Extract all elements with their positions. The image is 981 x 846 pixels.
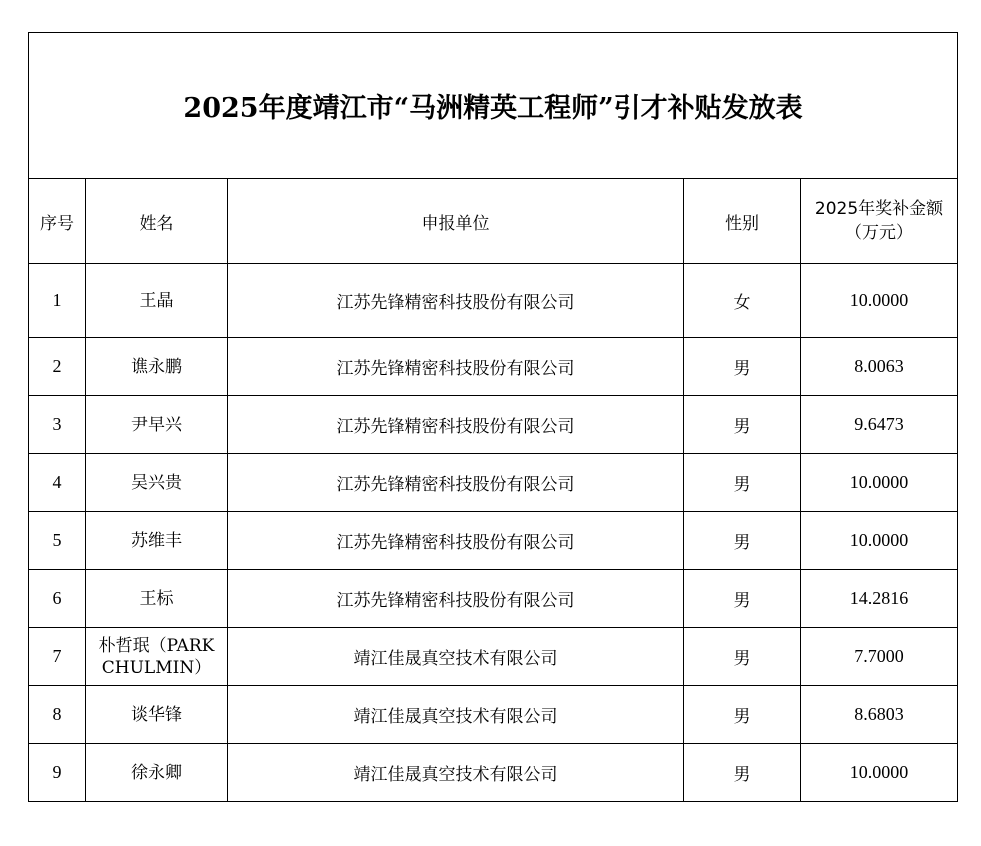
- header-amount: [801, 179, 958, 264]
- table-row: [29, 454, 958, 512]
- cell-name: [86, 512, 228, 570]
- cell-seq: 3: [29, 396, 86, 454]
- table-row: [29, 338, 958, 396]
- person-name: 吴兴贵: [131, 472, 182, 493]
- person-name: 苏维丰: [131, 530, 182, 551]
- cell-amount: 8.6803: [801, 686, 958, 744]
- cell-unit: 靖江佳晟真空技术有限公司: [228, 744, 684, 802]
- cell-unit: 江苏先锋精密科技股份有限公司: [228, 264, 684, 338]
- header-gender: 性别: [684, 179, 801, 264]
- person-name: 王标: [139, 588, 174, 609]
- cell-unit: 江苏先锋精密科技股份有限公司: [228, 338, 684, 396]
- cell-name: [86, 628, 228, 686]
- cell-name: [86, 744, 228, 802]
- cell-unit: 江苏先锋精密科技股份有限公司: [228, 454, 684, 512]
- cell-amount: 9.6473: [801, 396, 958, 454]
- cell-unit: 江苏先锋精密科技股份有限公司: [228, 512, 684, 570]
- cell-name: [86, 264, 228, 338]
- cell-amount: 7.7000: [801, 628, 958, 686]
- table-title: 2025年度靖江市“马洲精英工程师”引才补贴发放表: [29, 33, 958, 179]
- cell-seq: 2: [29, 338, 86, 396]
- table-row: [29, 396, 958, 454]
- table-body: [29, 264, 958, 802]
- cell-name: [86, 686, 228, 744]
- cell-unit: 靖江佳晟真空技术有限公司: [228, 686, 684, 744]
- cell-name: [86, 570, 228, 628]
- cell-seq: 8: [29, 686, 86, 744]
- cell-seq: 7: [29, 628, 86, 686]
- cell-seq: 5: [29, 512, 86, 570]
- cell-amount: 14.2816: [801, 570, 958, 628]
- header-row: [29, 179, 958, 264]
- cell-amount: 10.0000: [801, 744, 958, 802]
- table-row: [29, 744, 958, 802]
- cell-gender: 男: [684, 396, 801, 454]
- person-name: 谯永鹏: [131, 356, 182, 377]
- header-seq: 序号: [29, 179, 86, 264]
- header-amount-line1: 2025年奖补金额: [814, 199, 944, 219]
- cell-gender: 男: [684, 512, 801, 570]
- table-row: [29, 570, 958, 628]
- cell-gender: 女: [684, 264, 801, 338]
- cell-name: [86, 338, 228, 396]
- cell-gender: 男: [684, 338, 801, 396]
- header-amount-line2: （万元）: [845, 223, 914, 243]
- cell-amount: 10.0000: [801, 264, 958, 338]
- cell-amount: 8.0063: [801, 338, 958, 396]
- table-row: [29, 628, 958, 686]
- cell-gender: 男: [684, 570, 801, 628]
- header-unit: 申报单位: [228, 179, 684, 264]
- cell-seq: 1: [29, 264, 86, 338]
- cell-amount: 10.0000: [801, 454, 958, 512]
- person-name: 谈华锋: [131, 704, 182, 725]
- cell-gender: 男: [684, 686, 801, 744]
- person-name: 王晶: [139, 290, 174, 311]
- subsidy-table-sheet: [28, 32, 957, 804]
- person-name: 朴哲珉（PARK CHULMIN）: [98, 635, 215, 678]
- cell-gender: 男: [684, 744, 801, 802]
- cell-gender: 男: [684, 454, 801, 512]
- cell-unit: 靖江佳晟真空技术有限公司: [228, 628, 684, 686]
- cell-seq: 6: [29, 570, 86, 628]
- header-name: 姓名: [86, 179, 228, 264]
- table-row: [29, 264, 958, 338]
- cell-seq: 9: [29, 744, 86, 802]
- cell-gender: 男: [684, 628, 801, 686]
- cell-name: [86, 396, 228, 454]
- cell-amount: 10.0000: [801, 512, 958, 570]
- person-name: 尹早兴: [131, 414, 182, 435]
- cell-seq: 4: [29, 454, 86, 512]
- cell-unit: 江苏先锋精密科技股份有限公司: [228, 570, 684, 628]
- cell-name: [86, 454, 228, 512]
- subsidy-table: [28, 32, 958, 802]
- cell-unit: 江苏先锋精密科技股份有限公司: [228, 396, 684, 454]
- title-row: [29, 33, 958, 179]
- table-row: [29, 686, 958, 744]
- person-name: 徐永卿: [131, 762, 182, 783]
- table-row: [29, 512, 958, 570]
